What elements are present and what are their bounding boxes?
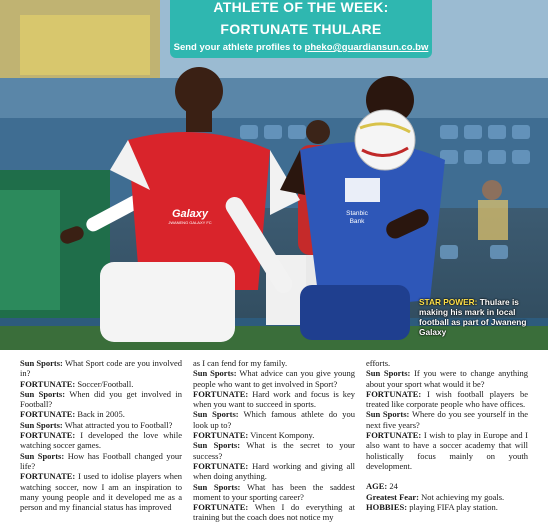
interview-text: What Sport code are you involved in? [20, 358, 182, 379]
interview-line [193, 389, 355, 410]
interview-line [20, 471, 182, 512]
interview-text: Soccer/Football. [77, 378, 134, 389]
interview-text: What has been the saddest moment to your sporting career? [193, 481, 355, 502]
interview-text: efforts. [366, 358, 391, 368]
interview-line [20, 451, 182, 472]
interview-text: Vincent Kompony. [250, 430, 315, 441]
interview-speaker: Sun Sports: [193, 409, 239, 420]
interview-line [20, 430, 182, 451]
interview-line [366, 368, 528, 389]
facts-spacer [366, 471, 528, 481]
interview-speaker: FORTUNATE: [20, 409, 76, 420]
interview-speaker: FORTUNATE: [366, 388, 422, 399]
banner-email-link[interactable]: pheko@guardiansun.co.bw [304, 42, 429, 53]
interview-speaker: FORTUNATE: [20, 471, 76, 482]
interview-speaker: FORTUNATE: [366, 430, 422, 441]
left-jersey-sponsor [160, 208, 220, 225]
interview-speaker: Sun Sports: [366, 409, 410, 420]
interview-speaker: FORTUNATE: [193, 502, 249, 513]
fact-line [366, 492, 528, 502]
photo-caption [419, 297, 547, 337]
left-jersey-sponsor-sub: JWANENG GALAXY FC [168, 220, 212, 225]
caption-lead: STAR POWER: [419, 297, 478, 307]
fact-value: playing FIFA play station. [409, 501, 498, 512]
interview-speaker: Sun Sports: [193, 368, 237, 379]
interview-speaker: FORTUNATE: [20, 430, 76, 441]
banner-submission-line [170, 42, 432, 54]
fact-value: Not achieving my goals. [421, 491, 505, 502]
interview-line [193, 358, 355, 368]
interview-text: Hard work and focus is key when you want to succeed in sports. [193, 388, 355, 410]
interview-speaker: FORTUNATE: [193, 388, 249, 399]
right-jersey-sponsor: Stanbic Bank [346, 210, 368, 225]
interview-speaker: Sun Sports: [193, 440, 241, 451]
fact-line [366, 481, 528, 491]
banner-title: ATHLETE OF THE WEEK: [213, 0, 389, 15]
interview-text: What advice can you give young people who want to get involved in Sport? [193, 368, 355, 389]
interview-line [193, 461, 355, 482]
interview-speaker: Sun Sports: [193, 481, 241, 492]
interview-line [193, 409, 355, 430]
interview-text: Which famous athlete do you look up to? [193, 409, 355, 430]
interview-line [193, 502, 355, 523]
interview-line [20, 409, 182, 419]
caption-text: Thulare is making his mark in local football as part of Jwaneng Galaxy [419, 297, 527, 337]
interview-text: I wish to play in Europe and I also want to have a soccer academy that will holistically focus mainly on youth development. [366, 430, 528, 471]
interview-speaker: Sun Sports: [366, 368, 411, 379]
interview-text: as I can fend for my family. [193, 358, 288, 368]
interview-line [193, 430, 355, 440]
interview-text: What is the secret to your success? [193, 440, 355, 461]
interview-body [14, 352, 534, 523]
interview-line [20, 358, 182, 379]
interview-speaker: FORTUNATE: [193, 430, 249, 441]
interview-text: How has Football changed your life? [20, 450, 183, 471]
interview-line [366, 389, 528, 410]
left-jersey-sponsor-name: Galaxy [171, 208, 209, 220]
interview-text: I developed the love while watching soccer games. [20, 430, 182, 451]
interview-speaker: Sun Sports: [20, 450, 65, 461]
fact-label: AGE: [366, 481, 388, 492]
interview-column-2 [193, 358, 355, 523]
interview-line [366, 358, 528, 368]
interview-line [366, 409, 528, 430]
fact-label: HOBBIES: [366, 501, 408, 512]
banner-submission-text: Send your athlete profiles to [173, 42, 302, 53]
interview-text: What attracted you to Football? [64, 419, 173, 430]
interview-line [193, 440, 355, 461]
interview-text: Where do you see yourself in the next five years? [366, 409, 528, 430]
interview-text: I used to idolise players when watching soccer, now I am an inspiration to many young people and it developed me as a person and my financial status has improved [20, 471, 182, 513]
interview-text: Hard working and giving all when doing anything. [193, 460, 355, 482]
interview-text: I wish football players be treated like corporate people who have offices. [366, 388, 528, 410]
interview-line [193, 482, 355, 503]
interview-line [20, 389, 182, 410]
interview-column-3 [366, 358, 528, 512]
interview-speaker: Sun Sports: [20, 419, 63, 430]
interview-line [20, 379, 182, 389]
interview-column-1 [20, 358, 182, 512]
fact-value: 24 [389, 481, 398, 492]
interview-speaker: FORTUNATE: [20, 378, 76, 389]
interview-line [366, 430, 528, 471]
interview-line [193, 368, 355, 389]
interview-text: When did you get involved in Football? [20, 388, 182, 410]
fact-label: Greatest Fear: [366, 491, 419, 502]
interview-text: If you were to change anything about your sport what would it be? [366, 368, 528, 389]
interview-text: When I do everything at training but the coach does not notice my [193, 502, 355, 523]
interview-text: Back in 2005. [77, 409, 125, 420]
header-banner [170, 0, 432, 58]
interview-line [20, 420, 182, 430]
fact-line [366, 502, 528, 512]
interview-speaker: FORTUNATE: [193, 460, 249, 471]
banner-athlete-name: FORTUNATE THULARE [220, 21, 382, 37]
interview-speaker: Sun Sports: [20, 388, 66, 399]
interview-speaker: Sun Sports: [20, 358, 63, 368]
